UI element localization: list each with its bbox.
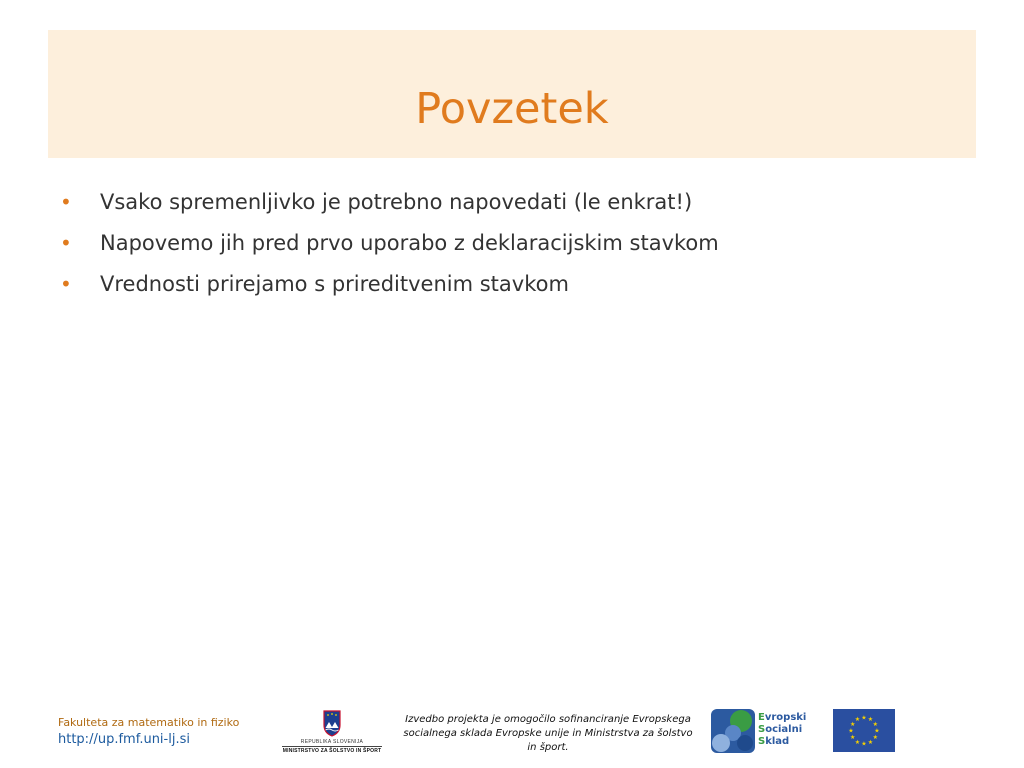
funding-statement: Izvedbo projekta je omogočilo sofinanciranje Evropskega socialnega sklada Evropske unije in Ministrstva za šolstvo in šport. xyxy=(403,714,693,753)
eu-star-icon: ★ xyxy=(854,717,861,724)
slide-title: Povzetek xyxy=(415,84,609,134)
bullet-item xyxy=(60,227,719,268)
eu-star-icon: ★ xyxy=(874,728,880,735)
footer-faculty-block xyxy=(58,716,239,749)
eu-star-icon: ★ xyxy=(872,722,878,728)
bullet-text: Vsako spremenljivko je potrebno napovedati (le enkrat!) xyxy=(100,190,693,214)
bullet-item xyxy=(60,186,719,227)
bullet-text: Vrednosti prirejamo s prireditvenim stavkom xyxy=(100,272,569,296)
eu-star-icon: ★ xyxy=(872,735,878,741)
eu-star-icon: ★ xyxy=(861,741,867,748)
bullet-item xyxy=(60,268,719,309)
eu-star-icon: ★ xyxy=(854,739,861,746)
government-logo xyxy=(278,708,386,756)
eu-star-icon: ★ xyxy=(867,717,874,724)
esf-logo-text: Evropski Socialni Sklad xyxy=(758,712,807,747)
esf-circles-icon xyxy=(711,709,755,753)
faculty-url-link[interactable]: http://up.fmf.uni-lj.si xyxy=(58,732,190,747)
government-name: REPUBLIKA SLOVENIJA xyxy=(300,739,364,745)
bullet-list xyxy=(60,186,719,309)
eu-star-icon: ★ xyxy=(867,739,874,746)
bullet-icon: • xyxy=(60,190,72,214)
eu-star-icon: ★ xyxy=(850,735,856,741)
esf-logo xyxy=(711,709,811,753)
ministry-name: MINISTRSTVO ZA ŠOLSTVO IN ŠPORT xyxy=(282,748,382,754)
bullet-text: Napovemo jih pred prvo uporabo z deklaracijskim stavkom xyxy=(100,231,719,255)
eu-flag-icon xyxy=(833,709,895,752)
slovenian-coat-of-arms-icon xyxy=(278,708,386,738)
bullet-icon: • xyxy=(60,272,72,296)
faculty-name: Fakulteta za matematiko in fiziko xyxy=(58,716,240,729)
bullet-icon: • xyxy=(60,231,72,255)
eu-star-icon: ★ xyxy=(848,728,854,735)
eu-star-icon: ★ xyxy=(850,722,856,728)
eu-star-icon: ★ xyxy=(861,715,867,722)
government-divider xyxy=(282,746,382,747)
